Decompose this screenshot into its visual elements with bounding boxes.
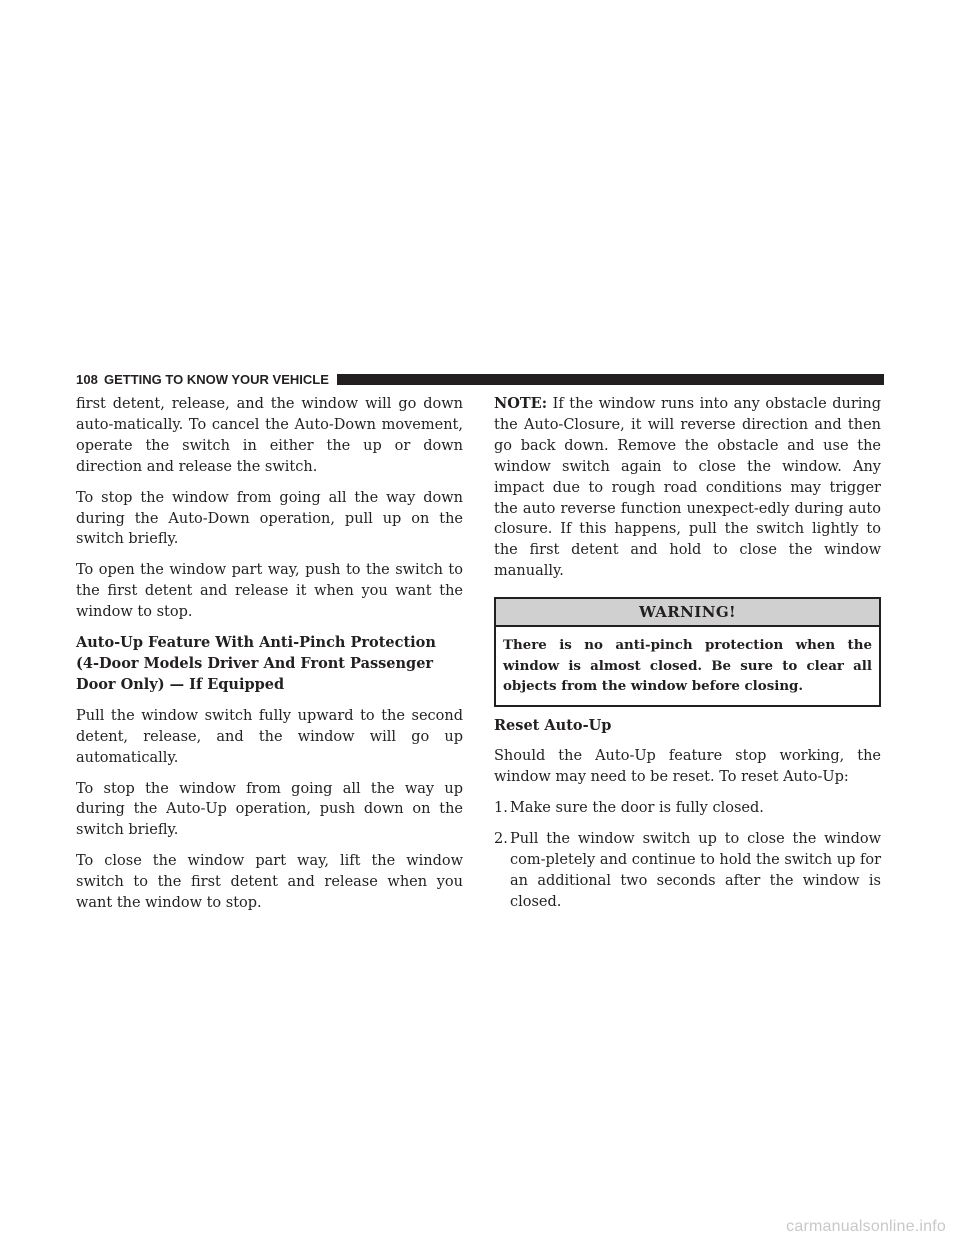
paragraph-stop-auto-up: To stop the window from going all the way up during the Auto-Up operation, push down on the switch briefly.	[76, 780, 463, 839]
step-text: Make sure the door is fully closed.	[510, 800, 764, 817]
heading-auto-up-feature: Auto-Up Feature With Anti-Pinch Protection (4-Door Models Driver And Front Passenger Door Only) — If Equipped	[76, 634, 436, 693]
list-item	[494, 798, 881, 819]
note-text: If the window runs into any obstacle during the Auto-Closure, it will reverse direction and then go back down. Remove the obstacle and use the window switch again to close the window. Any impact due to rough road conditions may trigger the auto reverse function unexpect-edly during auto closure. If this happens, pull the switch lightly to the first detent and hold to close the window manually.	[494, 396, 882, 580]
page-header	[76, 371, 884, 387]
header-rule	[337, 374, 884, 385]
warning-title: WARNING!	[496, 599, 879, 627]
step-number: 1.	[494, 800, 508, 817]
paragraph-auto-down-continued: first detent, release, and the window will go down auto-matically. To cancel the Auto-Down movement, operate the switch in either the up or down direction and release the switch.	[76, 396, 463, 475]
section-title: GETTING TO KNOW YOUR VEHICLE	[104, 371, 329, 387]
paragraph-auto-up: Pull the window switch fully upward to the second detent, release, and the window will go up automatically.	[76, 707, 463, 766]
warning-text: There is no anti-pinch protection when the window is almost closed. Be sure to clear all objects from the window before closing.	[503, 637, 872, 695]
reset-steps-list	[494, 798, 881, 913]
paragraph-open-part-way: To open the window part way, push to the switch to the first detent and release it when you want the window to stop.	[76, 562, 463, 621]
list-item	[494, 829, 881, 913]
right-column	[494, 394, 881, 923]
paragraph-reset-intro: Should the Auto-Up feature stop working, the window may need to be reset. To reset Auto-Up:	[494, 748, 881, 786]
paragraph-stop-auto-down: To stop the window from going all the way down during the Auto-Down operation, pull up on the switch briefly.	[76, 489, 463, 548]
step-number: 2.	[494, 831, 508, 848]
warning-box	[494, 597, 881, 706]
step-text: Pull the window switch up to close the window com-pletely and continue to hold the switch up for an additional two seconds after the window is closed.	[510, 831, 882, 910]
page-number: 108	[76, 371, 98, 387]
heading-reset-auto-up: Reset Auto-Up	[494, 716, 612, 734]
left-column	[76, 394, 463, 924]
paragraph-close-part-way: To close the window part way, lift the window switch to the first detent and release when you want the window to stop.	[76, 853, 463, 912]
note-label: NOTE:	[494, 395, 548, 412]
note-paragraph	[494, 394, 881, 582]
watermark: carmanualsonline.info	[786, 1218, 946, 1235]
